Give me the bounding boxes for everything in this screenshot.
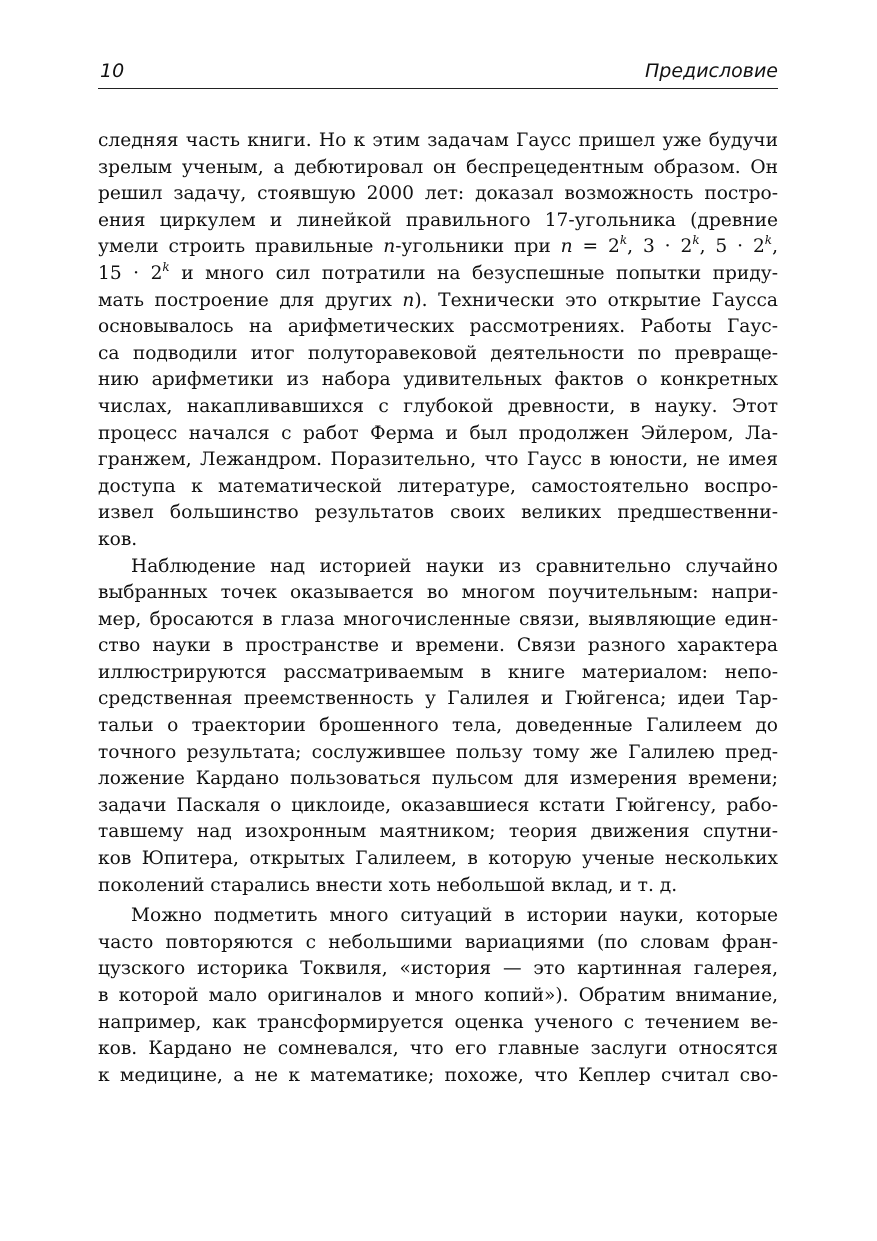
text-line: ков. Кардано не сомневался, что его главные заслуги относятся: [98, 1038, 778, 1060]
paragraph-2: [98, 554, 778, 900]
math-variable: n: [560, 236, 573, 258]
text-line: ложение Кардано пользоваться пульсом для измерения времени;: [98, 768, 778, 790]
text-line: цузского историка Токвиля, «история — это картинная галерея,: [98, 958, 778, 980]
text-line: задачи Паскаля о циклоиде, оказавшиеся кстати Гюйгенсу, рабо-: [98, 794, 778, 816]
text-line-math: [98, 261, 778, 288]
running-header: [98, 58, 778, 89]
text-line: средственная преемственность у Галилея и Гюйгенса; идеи Тар-: [98, 688, 778, 710]
text-run: ,: [772, 236, 778, 258]
text-run: и много сил потратили на безуспешные попытки приду-: [169, 262, 778, 284]
text-line: мер, бросаются в глаза многочисленные связи, выявляющие един-: [98, 608, 778, 630]
text-line: ство науки в пространстве и времени. Связи разного характера: [98, 635, 778, 657]
text-line: зрелым ученым, а дебютировал он беспрецедентным образом. Он: [98, 156, 778, 178]
text-line: извел большинство результатов своих великих предшественни-: [98, 502, 778, 524]
text-line: Наблюдение над историей науки из сравнительно случайно: [131, 555, 778, 577]
text-line: следняя часть книги. Но к этим задачам Гаусс пришел уже будучи: [98, 130, 778, 151]
text-line: иллюстрируются рассматриваемым в книге материалом: непо-: [98, 661, 778, 683]
text-line-math: [98, 288, 778, 315]
text-line: числах, накапливавшихся с глубокой древности, в науку. Этот: [98, 395, 778, 417]
paragraph-3: [98, 903, 778, 1089]
text-run: ). Технически это открытие Гаусса: [414, 289, 778, 311]
text-line: выбранных точек оказывается во многом поучительным: напри-: [98, 582, 778, 604]
page-number: 10: [100, 60, 125, 82]
text-line: процесс начался с работ Ферма и был продолжен Эйлером, Ла-: [98, 422, 778, 444]
text-run: 15 · 2: [98, 262, 163, 284]
text-line: нию арифметики из набора удивительных фактов о конкретных: [98, 369, 778, 391]
text-run: умели строить правильные: [98, 236, 384, 258]
math-exponent: k: [764, 233, 773, 248]
text-line: к медицине, а не к математике; похоже, что Кеплер считал сво-: [98, 1064, 778, 1086]
text-run: = 2: [572, 236, 620, 258]
text-line: ков.: [98, 528, 138, 550]
text-line: решил задачу, стоявшую 2000 лет: доказал возможность постро-: [98, 183, 778, 205]
section-title: Предисловие: [645, 60, 778, 82]
text-line: например, как трансформируется оценка ученого с течением ве-: [98, 1011, 778, 1033]
text-line: ков Юпитера, открытых Галилеем, в которую ученые нескольких: [98, 848, 778, 870]
paragraph-1: [98, 128, 778, 554]
text-run: , 3 · 2: [627, 236, 693, 258]
text-line: тальи о траектории брошенного тела, доведенные Галилеем до: [98, 715, 778, 737]
body-text: [98, 128, 778, 1089]
text-line: ения циркулем и линейкой правильного 17-угольника (древние: [98, 209, 778, 231]
text-line: поколений старались внести хоть небольшой вклад, и т. д.: [98, 874, 678, 896]
text-line: гранжем, Лежандром. Поразительно, что Гаусс в юности, не имея: [98, 449, 778, 471]
text-line: са подводили итог полуторавековой деятельности по превраще-: [98, 342, 778, 364]
math-variable: n: [402, 289, 415, 311]
text-line-math: [98, 234, 778, 261]
text-line: основывалось на арифметических рассмотрениях. Работы Гаус-: [98, 316, 778, 338]
text-line: тавшему над изохронным маятником; теория движения спутни-: [98, 821, 778, 843]
math-exponent: k: [619, 233, 628, 248]
text-line: Можно подметить много ситуаций в истории науки, которые: [131, 905, 778, 927]
text-line: часто повторяются с небольшими вариациями (по словам фран-: [98, 931, 778, 953]
text-line: точного результата; сослужившее пользу тому же Галилею пред-: [98, 741, 778, 763]
text-line: доступа к математической литературе, самостоятельно воспро-: [98, 475, 778, 497]
text-line: в которой мало оригиналов и много копий»). Обратим внимание,: [98, 985, 778, 1006]
text-run: -угольники при: [395, 236, 561, 258]
math-exponent: k: [692, 233, 700, 248]
text-run: мать построение для других: [98, 289, 403, 311]
text-run: , 5 · 2: [699, 236, 765, 258]
math-variable: n: [383, 236, 396, 258]
math-exponent: k: [162, 259, 170, 274]
